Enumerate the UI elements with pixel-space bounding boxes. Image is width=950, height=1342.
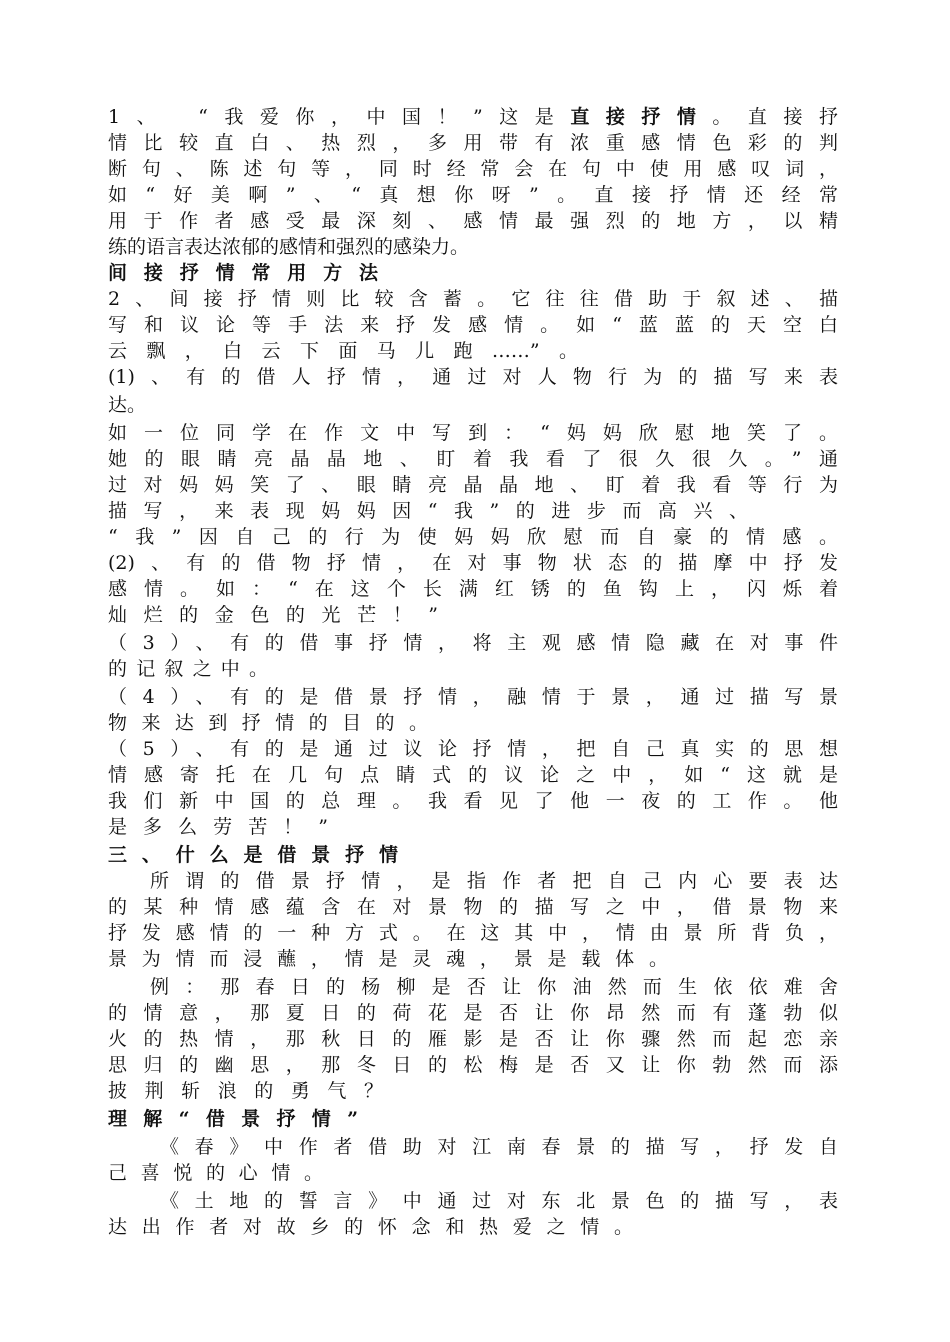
- text-line-20: 灿烂的金色的光芒！”: [108, 604, 438, 626]
- text-line-38: 披荆斩浪的勇气？: [108, 1080, 383, 1102]
- text-line-19: 感情。如：“在这个长满红锈的鱼钩上，闪烁着: [108, 578, 838, 600]
- text-line-17: “我”因自己的行为使妈妈欣慰而自豪的情感。: [108, 526, 838, 548]
- text-line-12: 达。: [108, 394, 147, 416]
- heading-indirect-methods: 间接抒情常用方法: [108, 262, 378, 284]
- bold-term-direct-lyric: 直接抒情: [570, 106, 713, 128]
- text-line-1: [108, 104, 838, 130]
- text-line-40: 《春》中作者借助对江南春景的描写，抒发自: [160, 1136, 838, 1158]
- text-line-26: 情感寄托在几句点睛式的议论之中，如“这就是: [108, 764, 838, 786]
- text-line-33: 景为情而浸蘸，情是灵魂，景是载体。: [108, 948, 668, 970]
- text-line-16: 描写，来表现妈妈因“我”的进步而高兴、: [108, 500, 748, 522]
- text-line-37: 思归的幽思，那冬日的松梅是否又让你勃然而添: [108, 1054, 838, 1076]
- text-line-2: 情比较直白、热烈，多用带有浓重感情色彩的判: [108, 132, 838, 154]
- text-line-18: (2)、有的借物抒情，在对事物状态的描摩中抒发: [108, 552, 838, 574]
- text-line-25: （5）、有的是通过议论抒情，把自己真实的思想: [108, 738, 838, 760]
- text-line-15: 过对妈妈笑了、眼睛亮晶晶地、盯着我看等行为: [108, 474, 838, 496]
- text-line-3: 断句、陈述句等，同时经常会在句中使用感叹词，: [108, 158, 838, 180]
- text-line-28: 是多么劳苦！”: [108, 816, 328, 838]
- text-line-10: 云飘，白云下面马儿跑……”。: [108, 340, 578, 362]
- line-1-prefix: 1、 “我爱你，中国！”这是: [108, 106, 571, 128]
- text-line-30: 所谓的借景抒情，是指作者把自己内心要表达: [150, 870, 838, 892]
- text-line-21: （3）、有的借事抒情，将主观感情隐藏在对事件: [108, 632, 838, 654]
- text-line-11: (1)、有的借人抒情，通过对人物行为的描写来表: [108, 366, 838, 388]
- text-line-8: 2、间接抒情则比较含蓄。它往往借助于叙述、描: [108, 288, 838, 310]
- text-line-34: 例：那春日的杨柳是否让你油然而生依依难舍: [150, 976, 838, 998]
- text-line-22: 的记叙之中。: [108, 658, 268, 680]
- text-line-24: 物来达到抒情的目的。: [108, 712, 428, 734]
- text-line-42: 《土地的誓言》中通过对东北景色的描写，表: [160, 1190, 838, 1212]
- text-line-31: 的某种情感蕴含在对景物的描写之中，借景物来: [108, 896, 838, 918]
- text-line-23: （4）、有的是借景抒情，融情于景，通过描写景: [108, 686, 838, 708]
- text-line-36: 火的热情，那秋日的雁影是否让你骤然而起恋亲: [108, 1028, 838, 1050]
- text-line-43: 达出作者对故乡的怀念和热爱之情。: [108, 1216, 633, 1238]
- text-line-5: 用于作者感受最深刻、感情最强烈的地方，以精: [108, 210, 838, 232]
- text-line-35: 的情意，那夏日的荷花是否让你昂然而有蓬勃似: [108, 1002, 838, 1024]
- heading-section-three: 三、什么是借景抒情: [108, 844, 398, 866]
- line-1-suffix: 。直接抒: [712, 106, 838, 128]
- text-line-41: 己喜悦的心情。: [108, 1162, 323, 1184]
- text-line-32: 抒发感情的一种方式。在这其中，情由景所背负，: [108, 922, 838, 944]
- text-line-4: 如“好美啊”、“真想你呀”。直接抒情还经常: [108, 184, 838, 206]
- text-line-13: 如一位同学在作文中写到：“妈妈欣慰地笑了。: [108, 422, 838, 444]
- text-line-9: 写和议论等手法来抒发感情。如“蓝蓝的天空白: [108, 314, 838, 336]
- text-line-6: 练的语言表达浓郁的感情和强烈的感染力。: [108, 236, 470, 258]
- text-line-14: 她的眼睛亮晶晶地、盯着我看了很久很久。”通: [108, 448, 838, 470]
- heading-understanding: 理解“借景抒情”: [108, 1108, 358, 1130]
- text-line-27: 我们新中国的总理。我看见了他一夜的工作。他: [108, 790, 838, 812]
